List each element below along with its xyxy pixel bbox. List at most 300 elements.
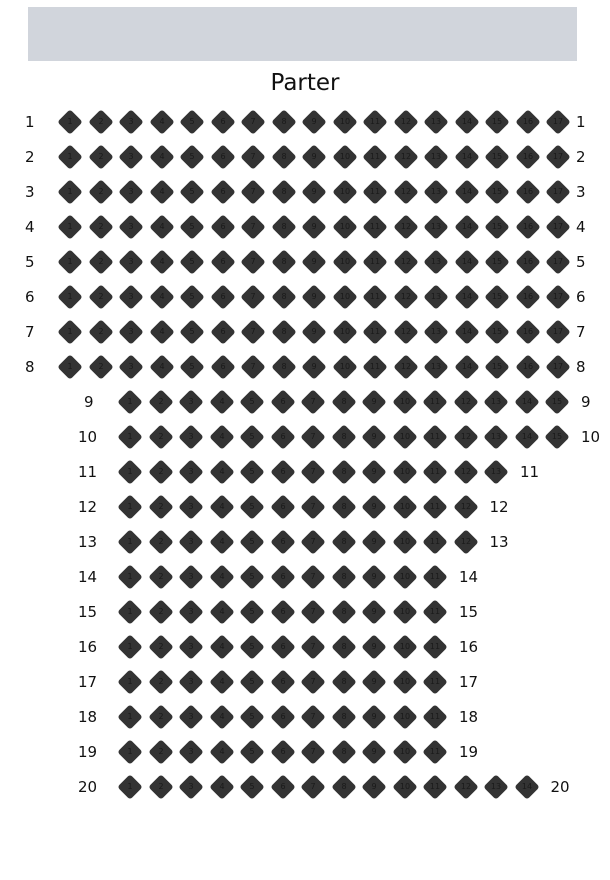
- seat[interactable]: [209, 634, 234, 659]
- seat[interactable]: [239, 389, 264, 414]
- seat[interactable]: [300, 424, 325, 449]
- seat[interactable]: [423, 284, 448, 309]
- seat[interactable]: [179, 249, 204, 274]
- seat[interactable]: [300, 669, 325, 694]
- seat[interactable]: [148, 669, 173, 694]
- seat[interactable]: [148, 774, 173, 799]
- seat[interactable]: [178, 704, 203, 729]
- seat[interactable]: [118, 284, 143, 309]
- seat[interactable]: [300, 564, 325, 589]
- seat[interactable]: [454, 109, 479, 134]
- seat[interactable]: [270, 739, 295, 764]
- seat[interactable]: [271, 354, 296, 379]
- seat[interactable]: [361, 634, 386, 659]
- seat[interactable]: [271, 144, 296, 169]
- seat[interactable]: [148, 634, 173, 659]
- seat[interactable]: [239, 739, 264, 764]
- seat[interactable]: [117, 704, 142, 729]
- seat[interactable]: [301, 144, 326, 169]
- seat[interactable]: [117, 424, 142, 449]
- seat[interactable]: [148, 424, 173, 449]
- seat[interactable]: [545, 144, 570, 169]
- seat[interactable]: [209, 739, 234, 764]
- seat[interactable]: [422, 424, 447, 449]
- seat[interactable]: [423, 179, 448, 204]
- seat[interactable]: [179, 319, 204, 344]
- seat[interactable]: [178, 389, 203, 414]
- seat-number: 3: [188, 677, 194, 686]
- seat[interactable]: [483, 459, 508, 484]
- seat[interactable]: [332, 354, 357, 379]
- seat[interactable]: [300, 599, 325, 624]
- seat[interactable]: [515, 214, 540, 239]
- seat[interactable]: [239, 704, 264, 729]
- seat[interactable]: [361, 424, 386, 449]
- seat[interactable]: [240, 144, 265, 169]
- seat[interactable]: [148, 739, 173, 764]
- seat[interactable]: [118, 354, 143, 379]
- seat[interactable]: [88, 109, 113, 134]
- seat[interactable]: [545, 354, 570, 379]
- seat[interactable]: [392, 459, 417, 484]
- seat[interactable]: [148, 494, 173, 519]
- seat[interactable]: [422, 669, 447, 694]
- seat[interactable]: [453, 459, 478, 484]
- seat[interactable]: [117, 774, 142, 799]
- seat[interactable]: [300, 739, 325, 764]
- seat[interactable]: [545, 214, 570, 239]
- seat[interactable]: [454, 319, 479, 344]
- seat[interactable]: [301, 249, 326, 274]
- seat[interactable]: [300, 774, 325, 799]
- seat[interactable]: [422, 774, 447, 799]
- seat[interactable]: [240, 109, 265, 134]
- seat[interactable]: [148, 564, 173, 589]
- seat[interactable]: [514, 389, 539, 414]
- seat[interactable]: [392, 424, 417, 449]
- seat[interactable]: [271, 319, 296, 344]
- seat[interactable]: [209, 704, 234, 729]
- seat[interactable]: [178, 599, 203, 624]
- seat[interactable]: [332, 284, 357, 309]
- seat[interactable]: [332, 109, 357, 134]
- seat[interactable]: [454, 284, 479, 309]
- seat[interactable]: [240, 179, 265, 204]
- seat[interactable]: [239, 529, 264, 554]
- seat[interactable]: [545, 109, 570, 134]
- seat[interactable]: [362, 354, 387, 379]
- seat[interactable]: [361, 669, 386, 694]
- seat-number: 6: [219, 152, 226, 161]
- seat[interactable]: [149, 284, 174, 309]
- seat[interactable]: [484, 284, 509, 309]
- seat[interactable]: [300, 494, 325, 519]
- seat[interactable]: [422, 634, 447, 659]
- seat[interactable]: [270, 599, 295, 624]
- seat[interactable]: [423, 319, 448, 344]
- seat[interactable]: [148, 599, 173, 624]
- seat[interactable]: [392, 564, 417, 589]
- seat[interactable]: [515, 354, 540, 379]
- seat[interactable]: [422, 739, 447, 764]
- seat[interactable]: [148, 529, 173, 554]
- seat[interactable]: [332, 144, 357, 169]
- seat[interactable]: [271, 109, 296, 134]
- seat[interactable]: [545, 319, 570, 344]
- seat[interactable]: [88, 319, 113, 344]
- seat-number: 2: [157, 607, 164, 616]
- seat[interactable]: [423, 109, 448, 134]
- seat[interactable]: [362, 179, 387, 204]
- seat[interactable]: [393, 354, 418, 379]
- seat-number: 8: [280, 257, 287, 266]
- seat[interactable]: [239, 494, 264, 519]
- seat-number: 3: [128, 257, 134, 266]
- seat-number: 7: [310, 712, 316, 721]
- seat[interactable]: [210, 354, 235, 379]
- seat[interactable]: [239, 634, 264, 659]
- seat[interactable]: [484, 354, 509, 379]
- seat[interactable]: [453, 389, 478, 414]
- seat-number: 1: [127, 712, 133, 721]
- seat[interactable]: [240, 319, 265, 344]
- seat[interactable]: [179, 354, 204, 379]
- seat[interactable]: [240, 284, 265, 309]
- seat[interactable]: [361, 599, 386, 624]
- seat[interactable]: [178, 669, 203, 694]
- seat-number: 6: [219, 292, 226, 301]
- row-label-left: 19: [78, 743, 98, 761]
- seat[interactable]: [454, 249, 479, 274]
- seat[interactable]: [209, 669, 234, 694]
- seat[interactable]: [57, 319, 82, 344]
- seat[interactable]: [331, 739, 356, 764]
- seat[interactable]: [453, 494, 478, 519]
- seat[interactable]: [392, 634, 417, 659]
- seat[interactable]: [300, 529, 325, 554]
- seat[interactable]: [179, 214, 204, 239]
- seat[interactable]: [454, 214, 479, 239]
- seat[interactable]: [423, 144, 448, 169]
- seat[interactable]: [331, 389, 356, 414]
- seat[interactable]: [362, 249, 387, 274]
- seat[interactable]: [117, 389, 142, 414]
- seat[interactable]: [149, 319, 174, 344]
- seat[interactable]: [117, 669, 142, 694]
- seat[interactable]: [392, 529, 417, 554]
- seat[interactable]: [240, 249, 265, 274]
- seat[interactable]: [331, 529, 356, 554]
- seat[interactable]: [393, 109, 418, 134]
- seat[interactable]: [209, 599, 234, 624]
- seat[interactable]: [484, 144, 509, 169]
- seat[interactable]: [331, 634, 356, 659]
- seat[interactable]: [179, 109, 204, 134]
- seat[interactable]: [361, 704, 386, 729]
- seat-number: 10: [339, 257, 350, 266]
- seat[interactable]: [301, 354, 326, 379]
- seat[interactable]: [332, 179, 357, 204]
- seat[interactable]: [118, 214, 143, 239]
- seat[interactable]: [393, 214, 418, 239]
- seat[interactable]: [362, 284, 387, 309]
- seat[interactable]: [483, 424, 508, 449]
- seat[interactable]: [239, 774, 264, 799]
- seat[interactable]: [392, 669, 417, 694]
- seat[interactable]: [88, 179, 113, 204]
- seat[interactable]: [118, 109, 143, 134]
- seat[interactable]: [515, 319, 540, 344]
- seat[interactable]: [57, 354, 82, 379]
- seat[interactable]: [331, 564, 356, 589]
- seat[interactable]: [270, 389, 295, 414]
- row-label-right: 4: [576, 218, 586, 236]
- seat[interactable]: [514, 774, 539, 799]
- seat[interactable]: [515, 249, 540, 274]
- seat[interactable]: [393, 319, 418, 344]
- seat[interactable]: [454, 144, 479, 169]
- seat[interactable]: [453, 424, 478, 449]
- seat[interactable]: [149, 249, 174, 274]
- seat-number: 7: [250, 117, 256, 126]
- seat[interactable]: [149, 354, 174, 379]
- seat[interactable]: [88, 214, 113, 239]
- seat[interactable]: [362, 109, 387, 134]
- seat[interactable]: [362, 214, 387, 239]
- seat[interactable]: [209, 564, 234, 589]
- seat[interactable]: [515, 284, 540, 309]
- seat[interactable]: [148, 389, 173, 414]
- seat[interactable]: [88, 284, 113, 309]
- seat[interactable]: [178, 494, 203, 519]
- seat[interactable]: [393, 144, 418, 169]
- seat[interactable]: [422, 494, 447, 519]
- seat[interactable]: [300, 459, 325, 484]
- seat[interactable]: [209, 529, 234, 554]
- seat[interactable]: [117, 459, 142, 484]
- seat[interactable]: [270, 564, 295, 589]
- seat[interactable]: [453, 529, 478, 554]
- seat-number: 4: [158, 257, 165, 266]
- seat[interactable]: [392, 704, 417, 729]
- seat[interactable]: [361, 494, 386, 519]
- seat[interactable]: [240, 214, 265, 239]
- seat[interactable]: [179, 284, 204, 309]
- seat[interactable]: [484, 109, 509, 134]
- seat[interactable]: [209, 424, 234, 449]
- seat[interactable]: [117, 739, 142, 764]
- seat[interactable]: [362, 319, 387, 344]
- seat[interactable]: [209, 459, 234, 484]
- seat[interactable]: [118, 319, 143, 344]
- seat[interactable]: [331, 599, 356, 624]
- seat[interactable]: [301, 284, 326, 309]
- seat[interactable]: [270, 669, 295, 694]
- seat[interactable]: [393, 179, 418, 204]
- seat[interactable]: [117, 494, 142, 519]
- seat[interactable]: [332, 249, 357, 274]
- seat[interactable]: [361, 529, 386, 554]
- seat[interactable]: [301, 109, 326, 134]
- seat[interactable]: [484, 319, 509, 344]
- seat[interactable]: [301, 214, 326, 239]
- seat[interactable]: [422, 704, 447, 729]
- seat[interactable]: [331, 704, 356, 729]
- seat[interactable]: [515, 179, 540, 204]
- seat[interactable]: [239, 599, 264, 624]
- seat[interactable]: [179, 179, 204, 204]
- seat[interactable]: [331, 774, 356, 799]
- seat[interactable]: [117, 599, 142, 624]
- seat[interactable]: [423, 249, 448, 274]
- seat[interactable]: [178, 529, 203, 554]
- seat[interactable]: [392, 774, 417, 799]
- seat[interactable]: [178, 774, 203, 799]
- seat[interactable]: [210, 249, 235, 274]
- seat[interactable]: [392, 599, 417, 624]
- seat[interactable]: [210, 284, 235, 309]
- seat[interactable]: [423, 354, 448, 379]
- seat[interactable]: [148, 704, 173, 729]
- seat[interactable]: [271, 284, 296, 309]
- seat[interactable]: [270, 634, 295, 659]
- seat-number: 17: [552, 327, 564, 336]
- seat[interactable]: [148, 459, 173, 484]
- seat-number: 14: [461, 327, 472, 336]
- seat[interactable]: [331, 669, 356, 694]
- seat[interactable]: [209, 494, 234, 519]
- seat[interactable]: [422, 599, 447, 624]
- seat[interactable]: [57, 214, 82, 239]
- seat[interactable]: [545, 284, 570, 309]
- seat[interactable]: [515, 144, 540, 169]
- seat[interactable]: [270, 774, 295, 799]
- seat[interactable]: [209, 389, 234, 414]
- seat[interactable]: [118, 249, 143, 274]
- seat[interactable]: [210, 319, 235, 344]
- seat[interactable]: [57, 109, 82, 134]
- seat[interactable]: [210, 109, 235, 134]
- seat[interactable]: [239, 669, 264, 694]
- seat[interactable]: [332, 214, 357, 239]
- seat[interactable]: [361, 739, 386, 764]
- seat[interactable]: [483, 389, 508, 414]
- seat[interactable]: [178, 634, 203, 659]
- seat[interactable]: [361, 459, 386, 484]
- seat[interactable]: [361, 389, 386, 414]
- seat[interactable]: [149, 109, 174, 134]
- seat[interactable]: [57, 284, 82, 309]
- seat[interactable]: [361, 564, 386, 589]
- seat[interactable]: [362, 144, 387, 169]
- seat[interactable]: [149, 179, 174, 204]
- seat[interactable]: [270, 459, 295, 484]
- seat[interactable]: [545, 179, 570, 204]
- seat[interactable]: [117, 529, 142, 554]
- seat[interactable]: [178, 739, 203, 764]
- seat[interactable]: [545, 249, 570, 274]
- seat[interactable]: [544, 389, 569, 414]
- seat[interactable]: [454, 179, 479, 204]
- seat[interactable]: [392, 739, 417, 764]
- seat[interactable]: [454, 354, 479, 379]
- seat[interactable]: [210, 144, 235, 169]
- seat[interactable]: [271, 249, 296, 274]
- seat[interactable]: [300, 389, 325, 414]
- seat[interactable]: [209, 774, 234, 799]
- seat[interactable]: [239, 424, 264, 449]
- seat[interactable]: [270, 424, 295, 449]
- seat[interactable]: [515, 109, 540, 134]
- seat[interactable]: [210, 214, 235, 239]
- seat[interactable]: [300, 704, 325, 729]
- seat[interactable]: [332, 319, 357, 344]
- seat[interactable]: [239, 564, 264, 589]
- seat[interactable]: [149, 214, 174, 239]
- seat[interactable]: [178, 424, 203, 449]
- seat[interactable]: [331, 424, 356, 449]
- seat-number: 14: [461, 187, 472, 196]
- seat[interactable]: [422, 459, 447, 484]
- seat[interactable]: [544, 424, 569, 449]
- seat[interactable]: [483, 774, 508, 799]
- seat[interactable]: [271, 214, 296, 239]
- seat[interactable]: [117, 564, 142, 589]
- seat[interactable]: [422, 389, 447, 414]
- seat[interactable]: [270, 704, 295, 729]
- seat[interactable]: [88, 354, 113, 379]
- seat[interactable]: [484, 249, 509, 274]
- seat[interactable]: [88, 144, 113, 169]
- seat[interactable]: [117, 634, 142, 659]
- seat[interactable]: [393, 284, 418, 309]
- seat[interactable]: [270, 494, 295, 519]
- seat[interactable]: [300, 634, 325, 659]
- seat[interactable]: [57, 179, 82, 204]
- seat[interactable]: [393, 249, 418, 274]
- seat[interactable]: [423, 214, 448, 239]
- seat[interactable]: [240, 354, 265, 379]
- seat[interactable]: [118, 179, 143, 204]
- seat[interactable]: [178, 564, 203, 589]
- seat[interactable]: [422, 564, 447, 589]
- seat[interactable]: [178, 459, 203, 484]
- seat[interactable]: [331, 494, 356, 519]
- seat[interactable]: [57, 249, 82, 274]
- seat[interactable]: [331, 459, 356, 484]
- seat[interactable]: [149, 144, 174, 169]
- seat[interactable]: [118, 144, 143, 169]
- seat[interactable]: [301, 319, 326, 344]
- seat[interactable]: [484, 179, 509, 204]
- seat[interactable]: [484, 214, 509, 239]
- seat[interactable]: [239, 459, 264, 484]
- seat-number: 7: [310, 467, 316, 476]
- seat[interactable]: [210, 179, 235, 204]
- seat[interactable]: [514, 424, 539, 449]
- seat[interactable]: [453, 774, 478, 799]
- seat[interactable]: [392, 494, 417, 519]
- seat[interactable]: [57, 144, 82, 169]
- seat[interactable]: [361, 774, 386, 799]
- seat[interactable]: [88, 249, 113, 274]
- seat[interactable]: [301, 179, 326, 204]
- seat[interactable]: [270, 529, 295, 554]
- seat[interactable]: [422, 529, 447, 554]
- seat[interactable]: [179, 144, 204, 169]
- seat[interactable]: [392, 389, 417, 414]
- seat[interactable]: [271, 179, 296, 204]
